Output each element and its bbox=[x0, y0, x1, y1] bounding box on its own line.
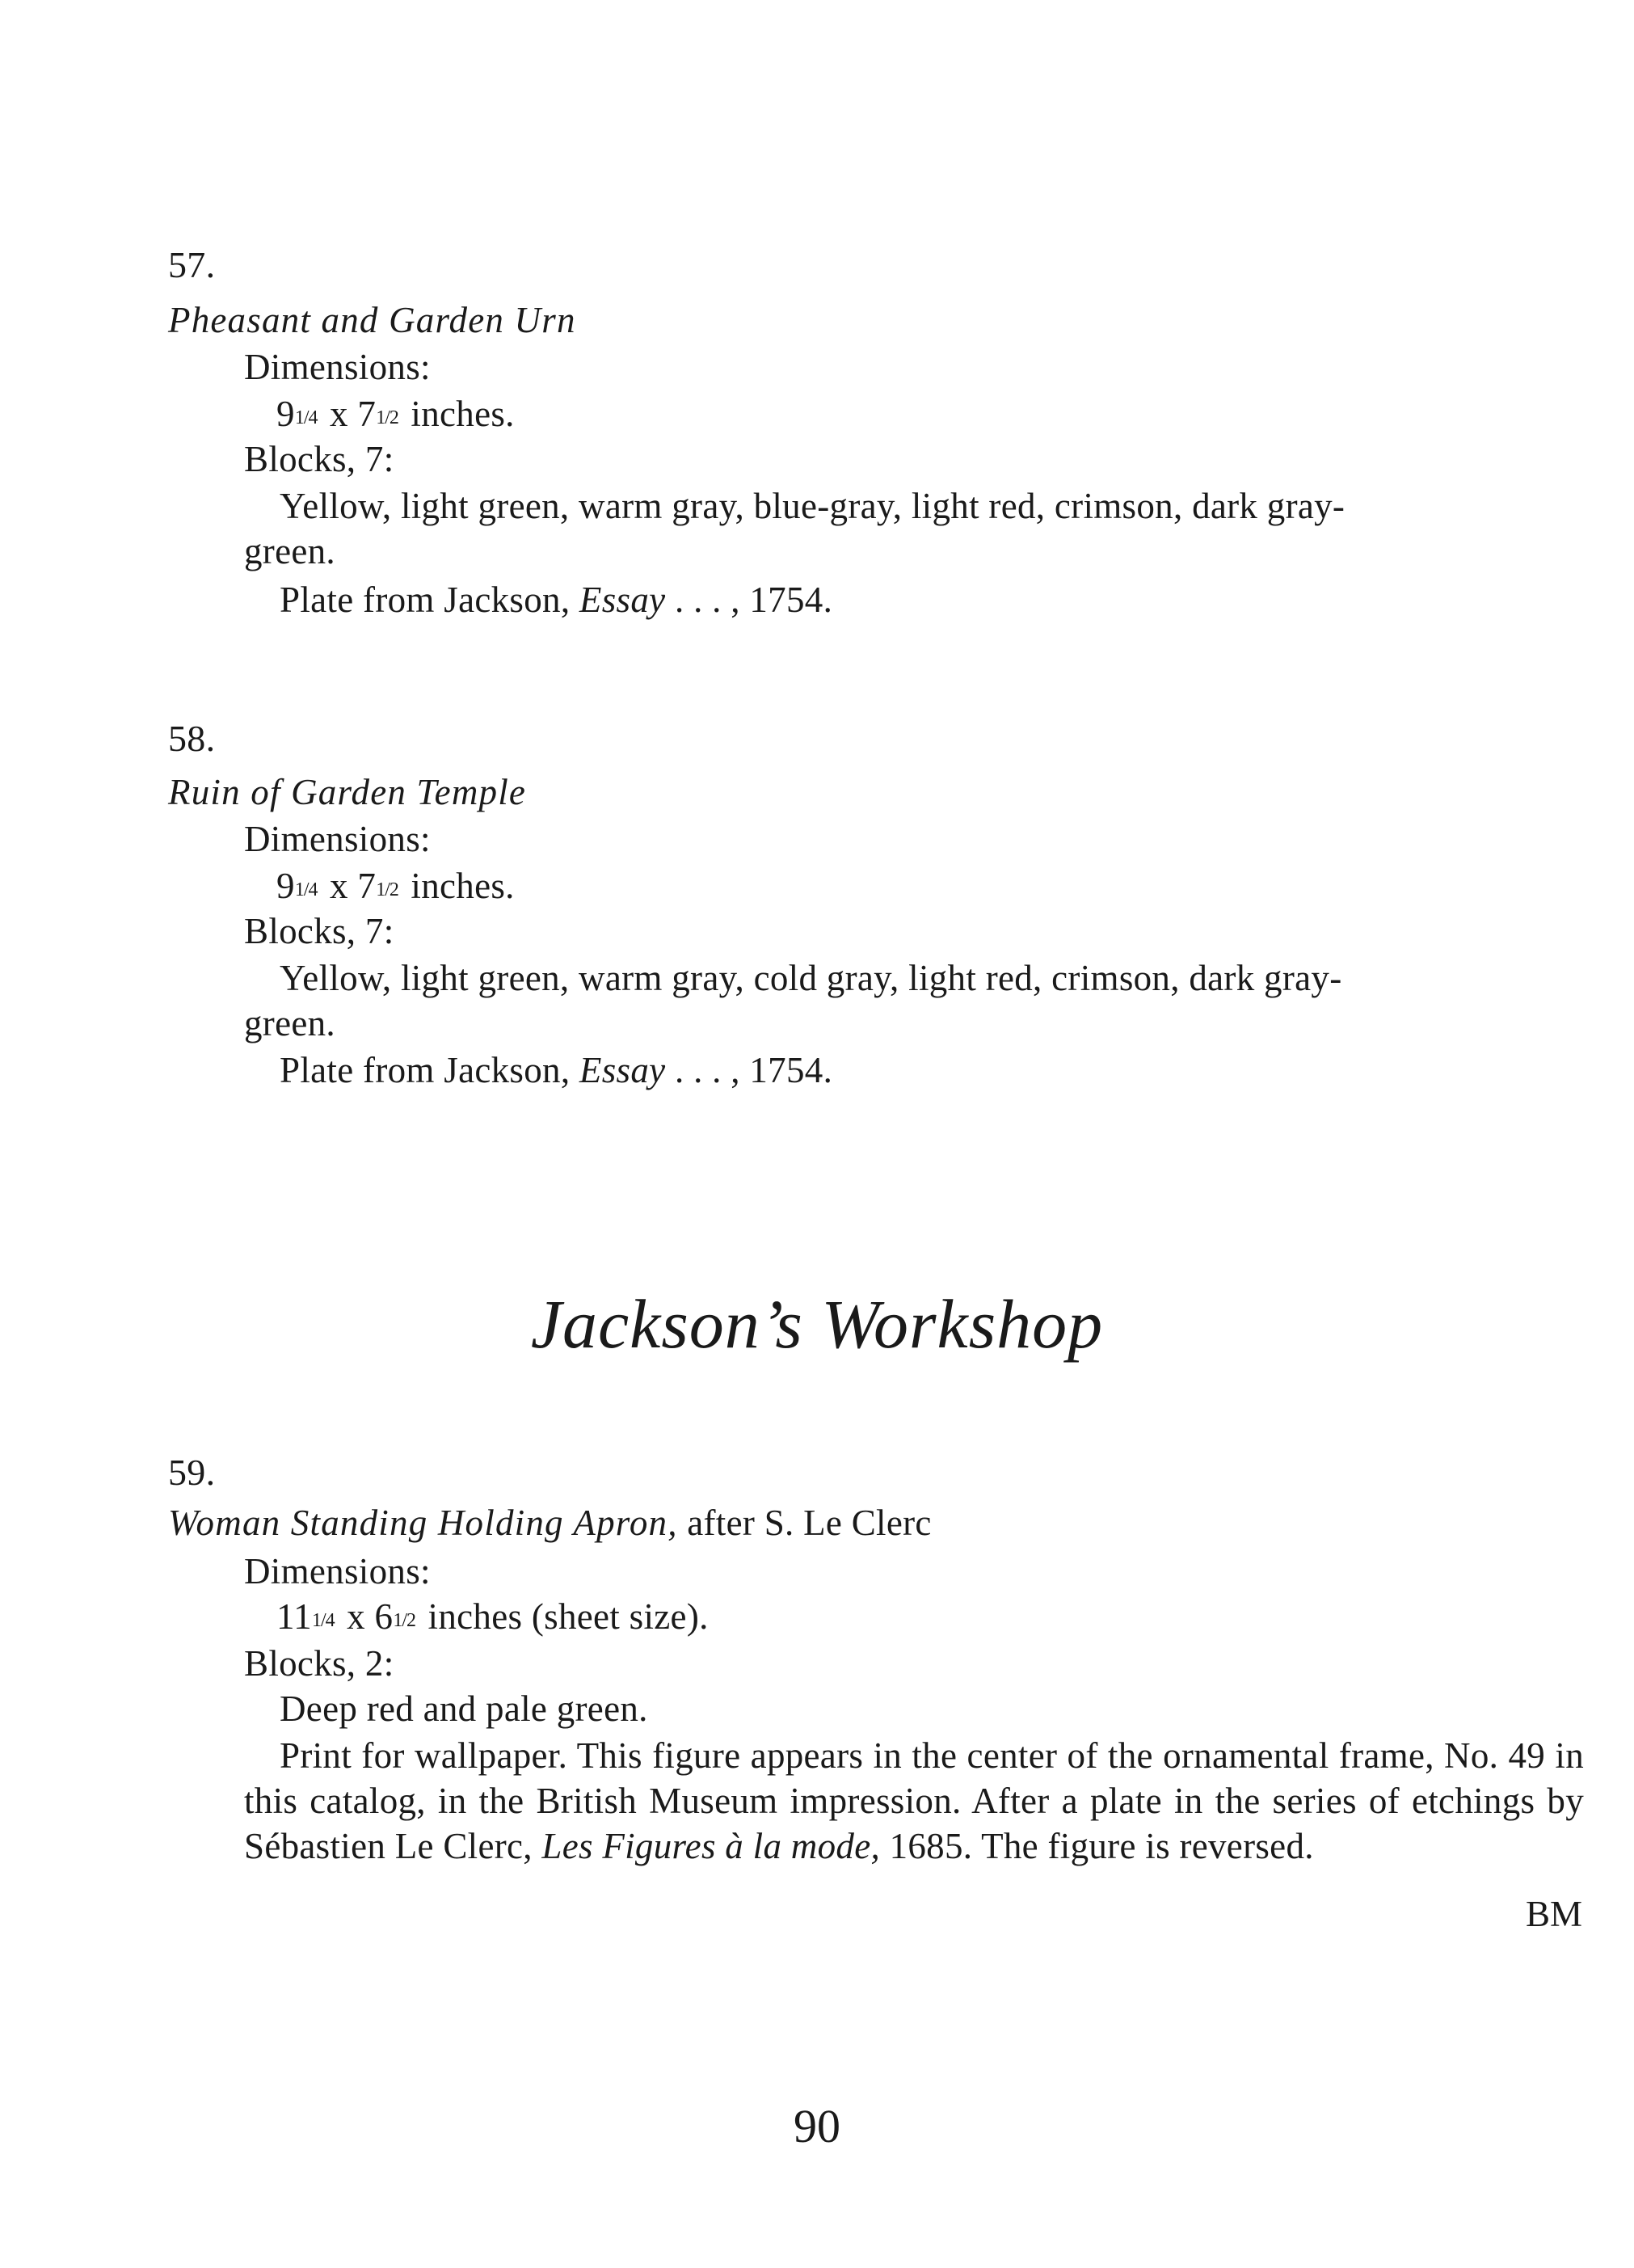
block-colors-cont: green. bbox=[244, 1003, 335, 1043]
collection-abbreviation: BM bbox=[1525, 1894, 1582, 1934]
dimensions-label: Dimensions: bbox=[244, 819, 431, 859]
dimensions-value: 91/4 x 71/2 inches. bbox=[276, 866, 515, 906]
dimensions-value: 91/4 x 71/2 inches. bbox=[276, 394, 515, 434]
block-colors-cont: green. bbox=[244, 531, 335, 571]
dimensions-value: 111/4 x 61/2 inches (sheet size). bbox=[276, 1596, 709, 1637]
entry-number: 59. bbox=[168, 1452, 216, 1493]
block-colors: Deep red and pale green. bbox=[280, 1688, 648, 1729]
dimensions-label: Dimensions: bbox=[244, 347, 431, 387]
entry-note: Print for wallpaper. This figure appears in the center of the ornamental frame, No. 49 in this catalog, in the British Museum impression. After a plate in the series of etchings by Sébastien Le Clerc, Les Figures à la mode, 1685. The figure is reversed. bbox=[244, 1735, 1584, 1866]
section-title: Jackson’s Workshop bbox=[530, 1285, 1104, 1363]
plate-source: Plate from Jackson, Essay . . . , 1754. bbox=[280, 1050, 833, 1090]
entry-title: Woman Standing Holding Apron, after S. Le Clerc bbox=[168, 1503, 932, 1543]
entry-number: 57. bbox=[168, 244, 216, 285]
entry-title: Ruin of Garden Temple bbox=[168, 772, 527, 812]
plate-source: Plate from Jackson, Essay . . . , 1754. bbox=[280, 580, 833, 620]
blocks-label: Blocks, 2: bbox=[244, 1643, 394, 1684]
block-colors: Yellow, light green, warm gray, cold gray, light red, crimson, dark gray- bbox=[280, 958, 1342, 998]
blocks-label: Blocks, 7: bbox=[244, 911, 394, 951]
entry-title: Pheasant and Garden Urn bbox=[168, 300, 576, 340]
entry-number: 58. bbox=[168, 718, 216, 759]
block-colors: Yellow, light green, warm gray, blue-gray, light red, crimson, dark gray- bbox=[280, 486, 1346, 526]
blocks-label: Blocks, 7: bbox=[244, 439, 394, 479]
page-number: 90 bbox=[794, 2100, 840, 2152]
dimensions-label: Dimensions: bbox=[244, 1551, 431, 1591]
